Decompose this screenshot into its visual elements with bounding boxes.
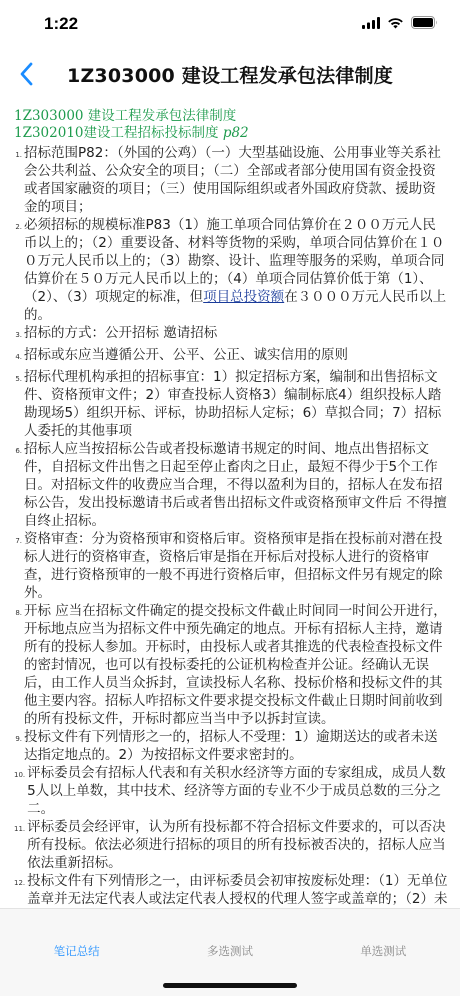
list-item bbox=[14, 346, 448, 368]
notes-content[interactable] bbox=[0, 108, 460, 908]
item-number: 12. bbox=[14, 879, 26, 887]
item-text: 招标的方式：公开招标 邀请招标 bbox=[24, 325, 218, 341]
item-number: 10. bbox=[14, 771, 26, 779]
tab-notes-summary[interactable]: 笔记总结 bbox=[53, 944, 100, 958]
item-number: 1. bbox=[15, 151, 22, 159]
total-investment-link[interactable]: 项目总投资额 bbox=[203, 289, 285, 305]
subsection-page-ref: p82 bbox=[222, 125, 249, 141]
item-text: 评标委员会有招标人代表和有关积水经济等方面的专家组成，成员人数5人以上单数，其中技术、经济等方面的专业不少于成员总数的三分之二。 bbox=[27, 765, 446, 817]
item-number: 2. bbox=[15, 223, 22, 231]
item-text: 招标范围P82：（外国的公鸡）（一）大型基础设施、公用事业等关系社会公共利益、公众安全的项目；（二）全部或者部分使用国有资金投资或者国家融资的项目；（三）使用国际组织或者外国政府贷款、援助资金的项目； bbox=[24, 145, 441, 215]
item-text: 资格审查：分为资格预审和资格后审。资格预审是指在投标前对潜在投标人进行的资格审查，资格后审是指在开标后对投标人进行的资格审查，进行资格预审的一般不再进行资格后审，但招标文件另有规定的除外。 bbox=[24, 531, 443, 601]
subsection-title: 1Z302010建设工程招标投标制度 bbox=[14, 125, 219, 141]
item-text: 招标或东应当遵循公开、公平、公正、诚实信用的原则 bbox=[24, 347, 348, 363]
item-number: 6. bbox=[15, 447, 22, 455]
item-text: 开标 应当在招标文件确定的提交投标文件截止时间同一时间公开进行，开标地点应当为招标文件中预先确定的地点。开标有招标人主持，邀请所有的投标人参加。开标时，由投标人或者其推选的代表检查投标文件的密封情况，也可以有投标委托的公证机构检查并公证。经确认无误后，由工作人员当众拆封，宣读投标人名称、投标价格和投标文件的其他主要内容。招标人咋招标文件要求提交投标文件截止日期时间前收到的所有投标文件，开标时都应当当中予以拆封宣读。 bbox=[24, 603, 447, 727]
item-text-before-link: 必须招标的规模标准P83（1）施工单项合同估算价在２００万元人民币以上的；（2）重要设备、材料等货物的采购，单项合同估算价在１００万元人民币以上的；（3）勘察、设计、监理等服务的采购，单项合同估算价在５０万元人民币以上的；（4）单项合同估算价低于第（1）、（2）、（3）项规定的标准，但 bbox=[24, 217, 445, 305]
cellular-signal-icon bbox=[362, 17, 380, 29]
tab-multiple-choice-test[interactable]: 多选测试 bbox=[206, 944, 253, 958]
item-number: 3. bbox=[15, 331, 22, 339]
item-text: 招标代理机构承担的招标事宜：1）拟定招标方案，编制和出售招标文件、资格预审文件；2）审查投标人资格3）编制标底4）组织投标人踏勘现场5）组织开标、评标，协助招标人定标；6）草拟合同；7）招标人委托的其他事项 bbox=[24, 369, 442, 439]
list-item bbox=[14, 872, 448, 908]
section-heading: 1Z303000 建设工程发承包法律制度 bbox=[14, 108, 237, 124]
home-indicator bbox=[163, 983, 297, 988]
list-item bbox=[14, 144, 448, 216]
list-item bbox=[14, 728, 448, 764]
list-item bbox=[14, 216, 448, 324]
list-item bbox=[14, 368, 448, 440]
back-button[interactable] bbox=[8, 56, 44, 92]
item-number: 4. bbox=[15, 353, 22, 361]
chevron-left-icon bbox=[19, 62, 33, 86]
tab-single-choice-test[interactable]: 单选测试 bbox=[360, 944, 407, 958]
item-text bbox=[24, 216, 448, 324]
status-icons bbox=[362, 16, 438, 29]
list-item bbox=[14, 324, 448, 346]
status-time: 1:22 bbox=[44, 14, 79, 33]
status-bar bbox=[0, 0, 460, 48]
subsection-heading bbox=[14, 125, 448, 142]
item-text: 投标文件有下列情形之一的，招标人不受理：1）逾期送达的或者未送达指定地点的。2）为按招标文件要求密封的。 bbox=[24, 729, 438, 763]
item-number: 8. bbox=[15, 609, 22, 617]
item-text: 投标文件有下列情形之一，由评标委员会初审按废标处理：（1）无单位盖章并无法定代表人或法定代表人授权的代理人签字或盖章的；（2）未 bbox=[27, 873, 448, 907]
item-text: 招标人应当按招标公告或者投标邀请书规定的时间、地点出售招标文件，自招标文件出售之日起至停止畜肉之日止，最短不得少于5个工作日。对招标文件的收费应当合理，不得以盈利为目的，招标人在发布招标公告，发出投标邀请书后或者售出招标文件或资格预审文件后 不得擅自终止招标。 bbox=[24, 441, 447, 529]
list-item bbox=[14, 602, 448, 728]
list-item bbox=[14, 530, 448, 602]
item-number: 11. bbox=[14, 825, 26, 833]
list-item bbox=[14, 440, 448, 530]
notes-list bbox=[14, 144, 448, 908]
item-number: 7. bbox=[15, 537, 22, 545]
wifi-icon bbox=[387, 17, 404, 29]
nav-bar bbox=[0, 48, 460, 100]
item-text-after-link: 在３０００万元人民币以上的。 bbox=[24, 289, 447, 323]
item-number: 5. bbox=[15, 375, 22, 383]
item-number: 9. bbox=[15, 735, 22, 743]
item-text: 评标委员会经评审，认为所有投标都不符合招标文件要求的，可以否决所有投标。依法必须进行招标的项目的所有投标被否决的，招标人应当依法重新招标。 bbox=[27, 819, 446, 871]
tab-bar bbox=[0, 908, 460, 996]
list-item bbox=[14, 818, 448, 872]
battery-icon bbox=[411, 16, 438, 29]
page-title: 1Z303000 建设工程发承包法律制度 bbox=[67, 64, 393, 87]
list-item bbox=[14, 764, 448, 818]
